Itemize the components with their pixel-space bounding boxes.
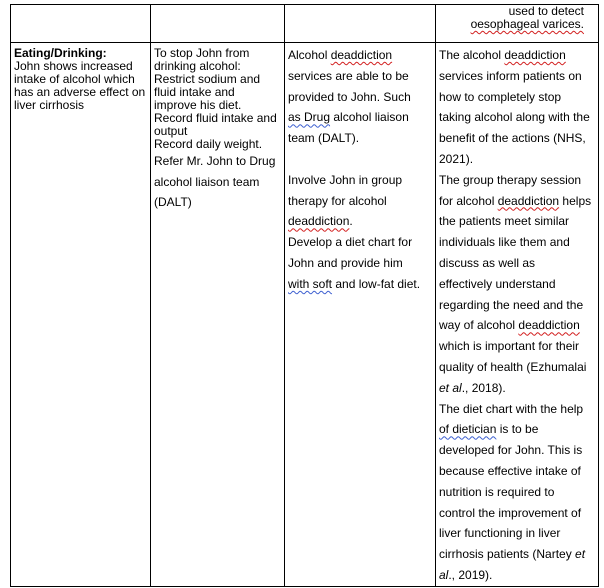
text-line: quality of health (Ezhumalai xyxy=(439,359,587,374)
text-line: discuss as well as xyxy=(439,255,536,270)
spell-flagged-word: deaddiction xyxy=(330,48,393,62)
text-line: has an adverse effect on xyxy=(14,85,146,99)
text-line: improve his diet. xyxy=(154,98,242,112)
text-line: Record fluid intake and xyxy=(154,111,277,125)
grammar-flagged-phrase: of dietician xyxy=(439,422,497,437)
cell-empty-1 xyxy=(11,5,151,43)
text-line: for alcohol deaddiction helps xyxy=(439,193,592,208)
cell-interventions xyxy=(285,43,436,587)
text-line: control the improvement of xyxy=(439,505,582,520)
text-line: used to detect xyxy=(508,4,584,18)
spell-flagged-word: oesophageal varices. xyxy=(470,17,584,31)
text-line: developed for John. This is xyxy=(439,443,583,458)
text-line: therapy for alcohol xyxy=(288,193,387,208)
text-line: liver functioning in liver xyxy=(439,526,561,541)
text-line: output xyxy=(154,124,188,138)
text-line: cirrhosis patients (Nartey et xyxy=(439,547,586,562)
text-line: Refer Mr. John to Drug xyxy=(154,154,276,168)
text-line: liver cirrhosis xyxy=(14,98,85,112)
cell-empty-2 xyxy=(151,5,285,43)
spell-flagged-word: deaddiction xyxy=(497,193,560,208)
text-line: of dietician is to be xyxy=(439,422,539,437)
text-line: fluid intake and xyxy=(154,85,235,99)
text-line: Record daily weight. xyxy=(154,137,263,151)
text-line: regarding the need and the xyxy=(439,297,584,312)
text-line: because effective intake of xyxy=(439,463,581,478)
text-line: Restrict sodium and xyxy=(154,72,261,86)
table-row-previous xyxy=(11,5,599,43)
need-heading: Eating/Drinking: xyxy=(14,46,107,60)
text-line: John and provide him xyxy=(288,255,403,270)
text-line: intake of alcohol which xyxy=(14,72,135,86)
text-line: services are able to be xyxy=(288,68,409,83)
text-line: as Drug alcohol liaison xyxy=(288,110,409,125)
text-line: individuals like them and xyxy=(439,235,570,250)
text-line: The group therapy session xyxy=(439,172,582,187)
spell-flagged-word: deaddiction xyxy=(288,214,350,229)
care-plan-table xyxy=(10,4,599,587)
text-line: Involve John in group xyxy=(288,172,403,187)
text-line: 2021). xyxy=(439,151,474,166)
text-line: deaddiction. xyxy=(288,214,353,229)
text-line: how to completely stop xyxy=(439,89,562,104)
text-line: the patients meet similar xyxy=(439,214,570,229)
text-line: John shows increased xyxy=(14,59,133,73)
cell-goals xyxy=(151,43,285,587)
grammar-flagged-phrase: with soft xyxy=(288,276,333,291)
text-line: taking alcohol along with the xyxy=(439,110,590,125)
text-line: (DALT) xyxy=(154,195,192,209)
text-line: Alcohol deaddiction xyxy=(288,48,393,62)
text-line: provided to John. Such xyxy=(288,89,411,104)
text-line: nutrition is required to xyxy=(439,484,555,499)
text-line: To stop John from xyxy=(154,46,250,60)
text-line: The diet chart with the help xyxy=(439,401,584,416)
text-line: with soft and low-fat diet. xyxy=(288,276,421,291)
grammar-flagged-phrase: as Drug xyxy=(288,110,331,125)
cell-previous-rationale xyxy=(436,5,599,43)
text-line: benefit of the actions (NHS, xyxy=(439,131,586,146)
text-line: alcohol liaison team xyxy=(154,174,260,189)
table-row-eating-drinking xyxy=(11,43,599,587)
text-line: effectively understand xyxy=(439,276,556,291)
text-line: Develop a diet chart for xyxy=(288,235,413,250)
spell-flagged-word: deaddiction xyxy=(518,318,580,333)
cell-need xyxy=(11,43,151,587)
spell-flagged-word: deaddiction xyxy=(504,48,566,62)
text-line: way of alcohol deaddiction xyxy=(439,318,580,333)
text-line: al., 2019). xyxy=(439,567,493,582)
cell-empty-3 xyxy=(285,5,436,43)
cell-rationale xyxy=(436,43,599,587)
text-line: team (DALT). xyxy=(288,131,360,146)
text-line: which is important for their xyxy=(439,339,580,354)
text-line: The alcohol deaddiction xyxy=(439,48,566,62)
text-line xyxy=(439,18,584,31)
text-line: et al., 2018). xyxy=(439,380,506,395)
text-line: drinking alcohol: xyxy=(154,59,241,73)
text-line: services inform patients on xyxy=(439,68,582,83)
